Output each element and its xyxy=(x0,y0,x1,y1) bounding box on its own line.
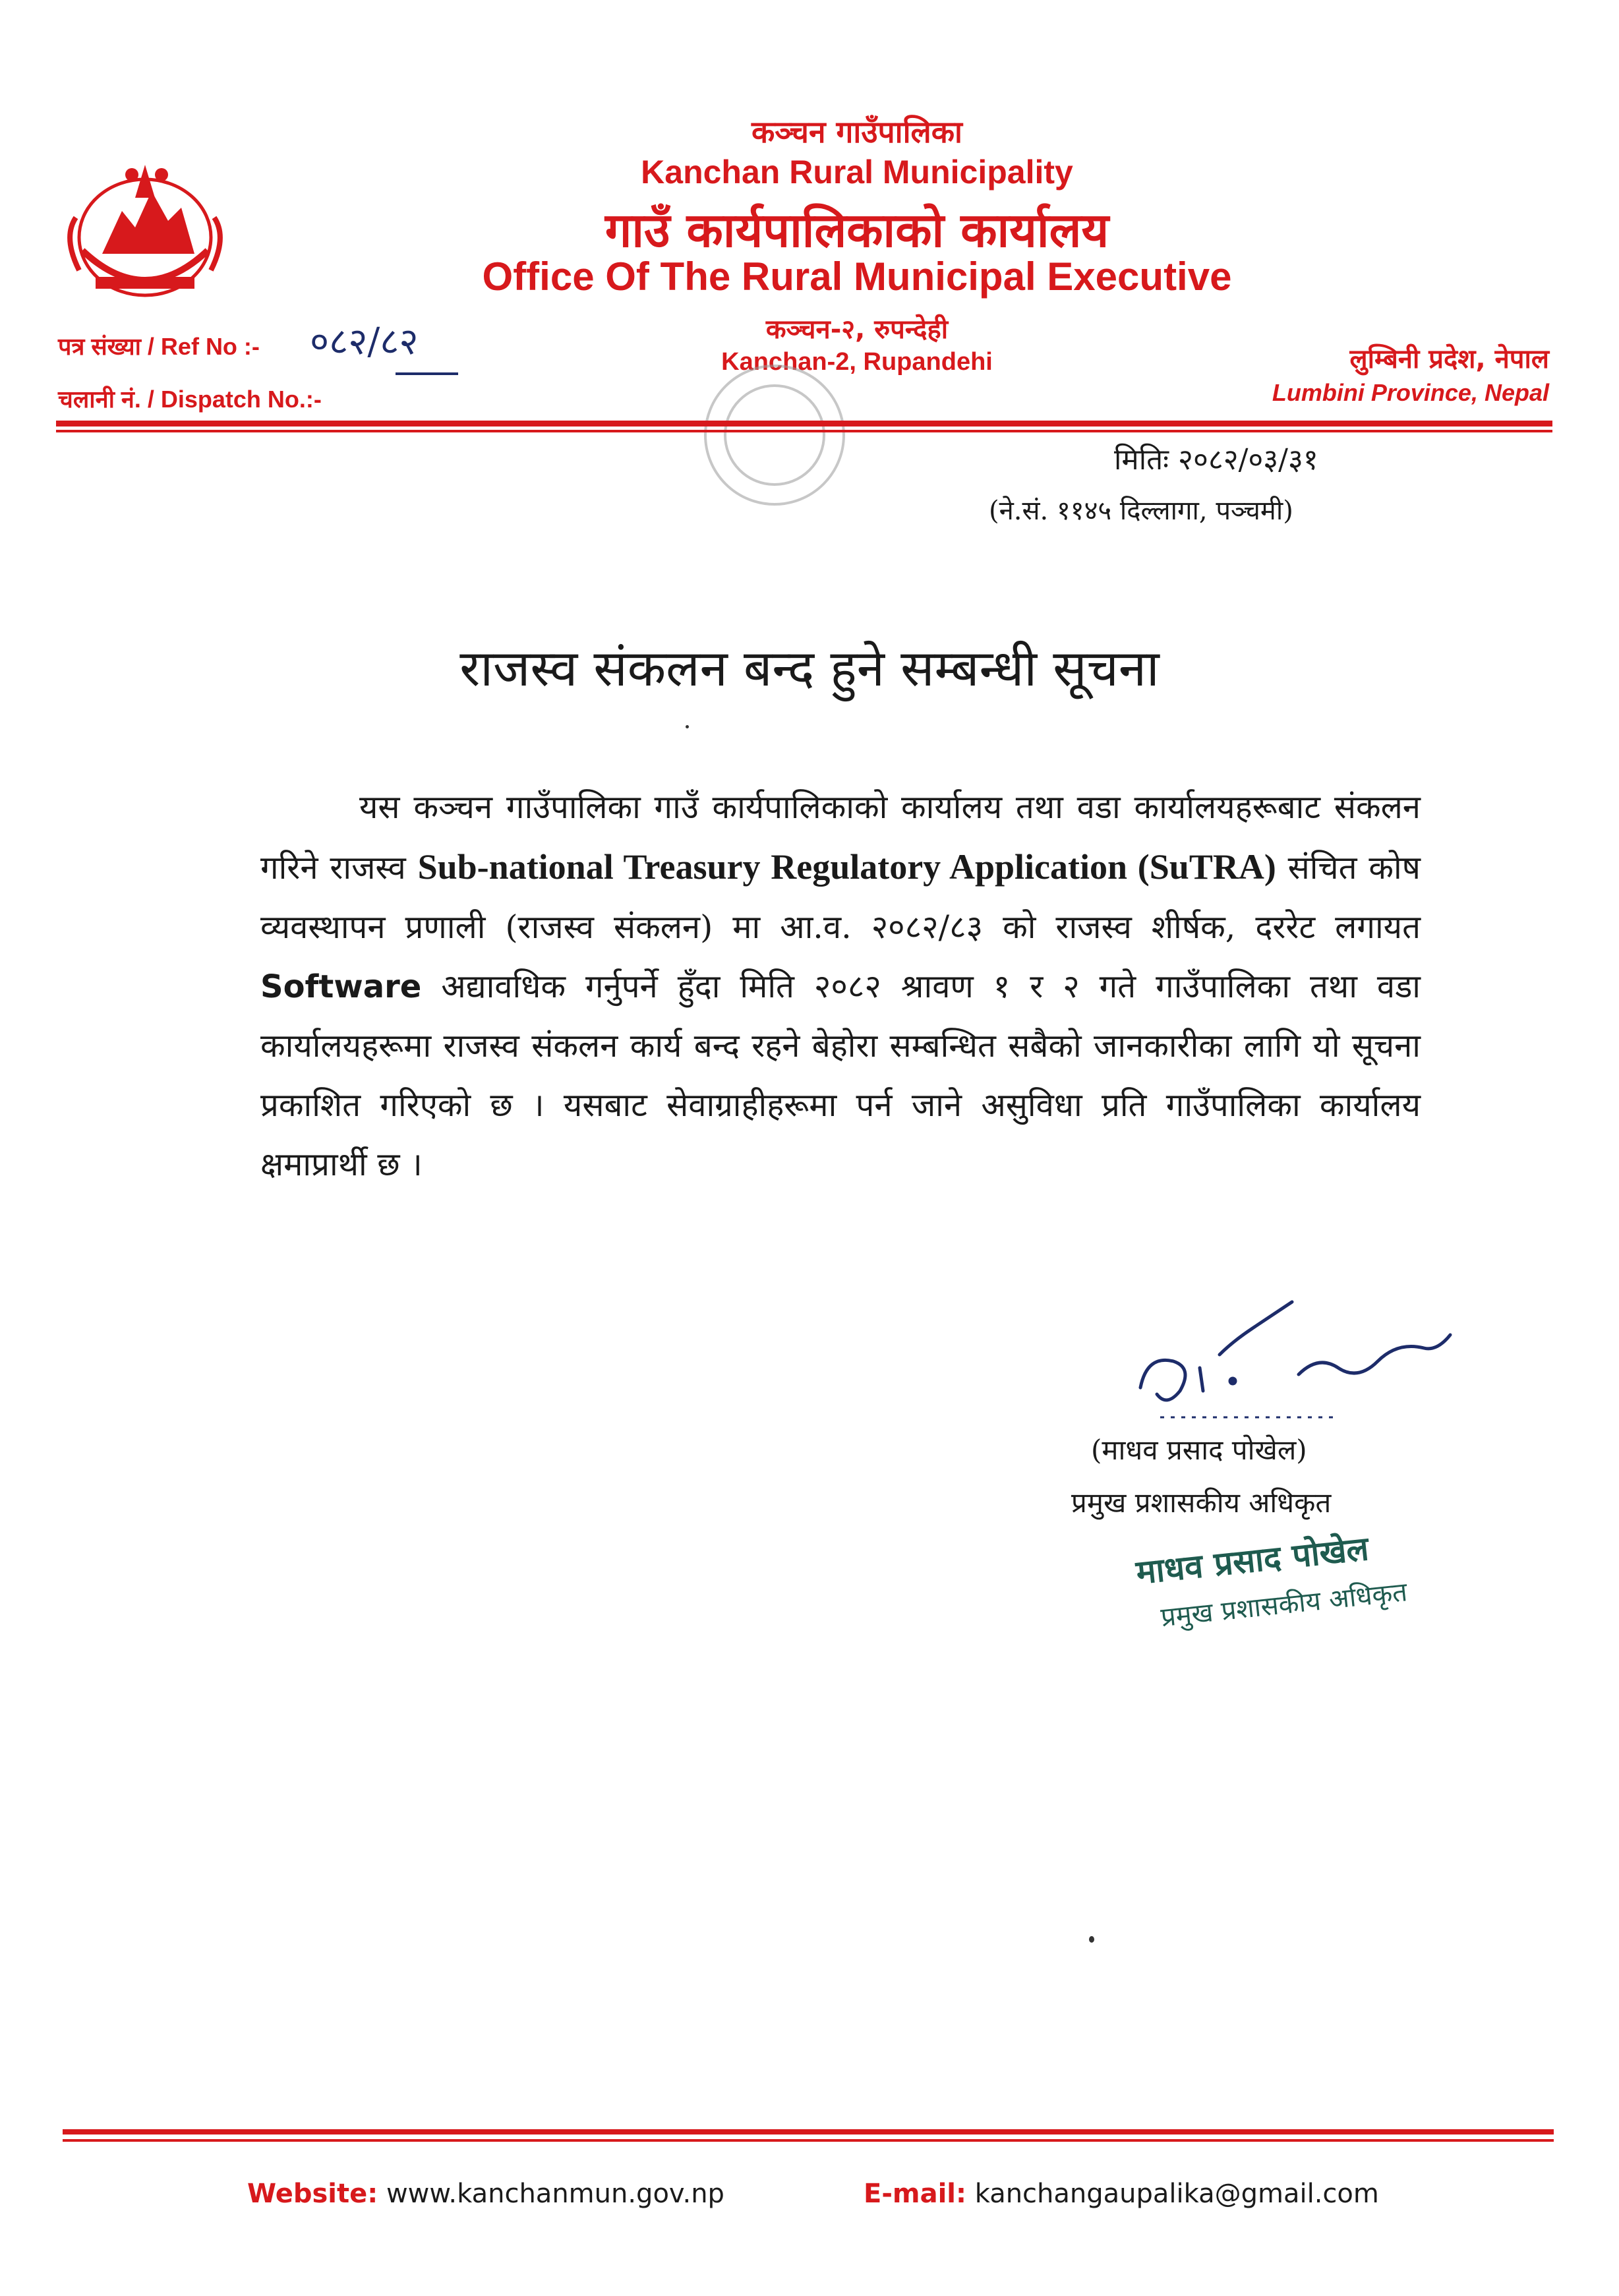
dispatch-number-dash xyxy=(396,372,458,375)
dispatch-number-label: चलानी नं. / Dispatch No.:- xyxy=(58,386,322,413)
footer-rule-thin xyxy=(63,2139,1554,2142)
stamp-title: प्रमुख प्रशासकीय अधिकृत xyxy=(1159,1577,1409,1634)
handwritten-signature-icon xyxy=(1121,1276,1463,1434)
email-label: E-mail: xyxy=(864,2179,967,2209)
ref-number-label: पत्र संख्या / Ref No :- xyxy=(58,333,260,360)
body-part-1: यस कञ्चन गाउँपालिका गाउँ कार्यपालिकाको कार्यालय तथा वडा कार्यालयहरूबाट संकलन गरिने राजस्व xyxy=(260,788,1421,887)
footer-email xyxy=(864,2179,1379,2209)
footer-rule xyxy=(63,2129,1554,2134)
website-link[interactable]: www.kanchanmun.gov.np xyxy=(386,2179,724,2209)
scan-speck xyxy=(1089,1936,1094,1943)
ref-number-value: ०८२/८२ xyxy=(310,320,419,363)
notice-subject: राजस्व संकलन बन्द हुने सम्बन्धी सूचना xyxy=(459,639,1160,697)
footer-website xyxy=(247,2179,724,2209)
office-name-nepali: गाउँ कार्यपालिकाको कार्यालय xyxy=(604,202,1109,258)
body-part-2: संचित कोष व्यवस्थापन प्रणाली (राजस्व संकलन) मा आ.व. २०८२/८३ को राजस्व शीर्षक, दररेट लगायत xyxy=(260,849,1421,946)
stamp-name: माधव प्रसाद पोखेल xyxy=(1134,1529,1370,1592)
municipality-name-nepali: कञ्चन गाउँपालिका xyxy=(751,114,962,150)
body-software-word: Software xyxy=(260,968,422,1005)
header-rule-thin xyxy=(56,430,1552,432)
signatory-name: (माधव प्रसाद पोखेल) xyxy=(1091,1434,1307,1466)
officer-stamp xyxy=(1134,1516,1462,1680)
address-english: Kanchan-2, Rupandehi xyxy=(721,348,993,376)
municipality-name-english: Kanchan Rural Municipality xyxy=(641,154,1073,191)
body-part-3: अद्यावधिक गर्नुपर्ने हुँदा मिति २०८२ श्रावण १ र २ गते गाउँपालिका तथा वडा कार्यालयहरूमा राजस्व संकलन कार्य बन्द रहने बेहोरा सम्बन्धित सबैको जानकारीका लागि यो सूचना प्रकाशित गरिएको छ । यसबाट सेवाग्राहीहरूमा पर्न जाने असुविधा प्रति गाउँपालिका कार्यालय क्षमाप्रार्थी छ । xyxy=(260,968,1421,1183)
office-name-english: Office Of The Rural Municipal Executive xyxy=(482,254,1232,299)
website-label: Website: xyxy=(247,2179,378,2209)
notice-body xyxy=(260,778,1421,1194)
header-rule xyxy=(56,421,1552,427)
nepal-emblem-icon xyxy=(56,138,234,310)
address-nepali: कञ्चन-२, रुपन्देही xyxy=(765,314,949,345)
body-app-name: Sub-national Treasury Regulatory Application (SuTRA) xyxy=(417,847,1276,887)
email-link[interactable]: kanchangaupalika@gmail.com xyxy=(974,2179,1379,2209)
province-english: Lumbini Province, Nepal xyxy=(1272,379,1549,406)
province-nepali: लुम्बिनी प्रदेश, नेपाल xyxy=(1349,344,1549,374)
office-seal-icon xyxy=(676,359,873,511)
letter-date: मितिः २०८२/०३/३१ xyxy=(1114,443,1318,477)
scan-speck xyxy=(686,725,689,728)
nepal-sambat-date: (ने.सं. ११४५ दिल्लागा, पञ्चमी) xyxy=(989,496,1293,526)
signatory-title: प्रमुख प्रशासकीय अधिकृत xyxy=(1071,1487,1332,1519)
